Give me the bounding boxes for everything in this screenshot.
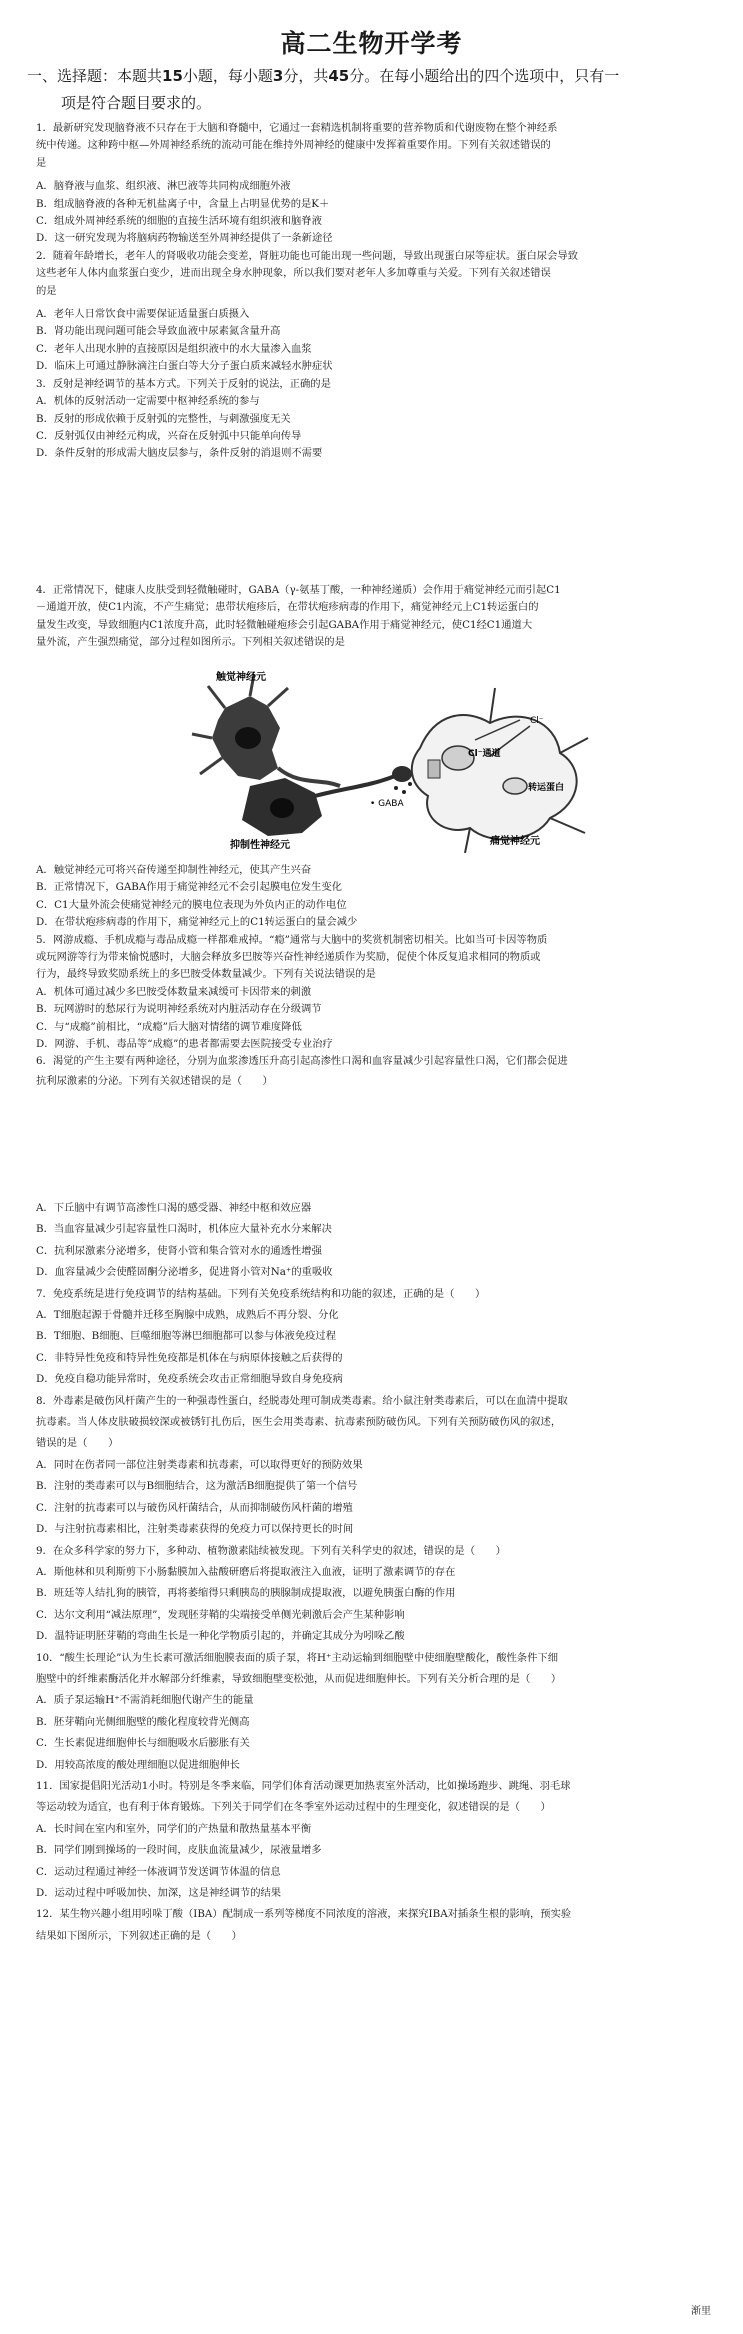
- option-d: D．与注射抗毒素相比，注射类毒素获得的免疫力可以保持更长的时间: [36, 1523, 354, 1536]
- option-d: D．条件反射的形成需大脑皮层参与，条件反射的消退则不需要: [36, 447, 323, 460]
- label-transporter: 转运蛋白: [528, 783, 565, 793]
- question-8: 8．外毒素是破伤风杆菌产生的一种强毒性蛋白，经脱毒处理可制成类毒素。给小鼠注射类毒素后，可以在血清中提取 抗毒素。当人体皮肤破损较深或被锈钉扎伤后，医生会用类毒素、抗毒素预防破伤风。下列有关预防破伤风的叙述， 错误的是（ ） A．同时在伤者同一部位注射类毒素和抗毒素，可以取得更好的预防效果 B．注射的类毒素可以与B细胞结合，这为激活B细胞提供了第一个信号 C．注射的抗毒素可以与破伤风杆菌结合，从而抑制破伤风杆菌的增殖 D．与注射抗毒素相比，注射类毒素获得的免疫力可以保持更长的时间: [36, 1393, 708, 1539]
- question-block-3: [36, 1200, 708, 1945]
- question-3: 3．反射是神经调节的基本方式。下列关于反射的说法，正确的是 A．机体的反射活动一定需要中枢神经系统的参与 B．反射的形成依赖于反射弧的完整性，与刺激强度无关 C．反射弧仅由神经元构成，兴奋在反射弧中只能单向传导 D．条件反射的形成需大脑皮层参与，条件反射的消退则不需要: [36, 376, 708, 463]
- option-c: C．老年人出现水肿的直接原因是组织液中的水大量渗入血浆: [36, 342, 312, 355]
- option-c: C．运动过程通过神经一体液调节发送调节体温的信息: [36, 1865, 281, 1878]
- option-d: D．临床上可通过静脉滴注白蛋白等大分子蛋白质来减轻水肿症状: [36, 360, 333, 373]
- question-1: 1．最新研究发现脑脊液不只存在于大脑和脊髓中，它通过一套精选机制将重要的营养物质和代谢废物在整个神经系 统中传递。这种跨中枢—外周神经系统的流动可能在维持外周神经的健康中发挥着重要作用。下列有关叙述错误的 是 A．脑脊液与血浆、组织液、淋巴液等共同构成细胞外液 B．组成脑脊液的各种无机盐离子中，含量上占明显优势的是K＋ C．组成外周神经系统的细胞的直接生活环境有组织液和脑脊液 D．这一研究发现为将脑病药物输送至外周神经提供了一条新途径: [36, 120, 708, 248]
- option-b: B．T细胞、B细胞、巨噬细胞等淋巴细胞都可以参与体液免疫过程: [36, 1330, 337, 1343]
- option-c: C．非特异性免疫和特异性免疫都是机体在与病原体接触之后获得的: [36, 1351, 343, 1364]
- option-b: B．正常情况下，GABA作用于痛觉神经元不会引起膜电位发生变化: [36, 881, 342, 894]
- option-c: C．抗利尿激素分泌增多，使肾小管和集合管对水的通透性增强: [36, 1244, 322, 1257]
- option-a: A．老年人日常饮食中需要保证适量蛋白质摄入: [36, 308, 250, 321]
- option-a: A．长时间在室内和室外，同学们的产热量和散热量基本平衡: [36, 1822, 312, 1835]
- question-11: 11．国家提倡阳光活动1小时。特别是冬季来临，同学们体育活动课更加热衷室外活动，比如操场跑步、跳绳、羽毛球 等运动较为适宜，也有利于体育锻炼。下列关于同学们在冬季室外运动过程中的生理变化，叙述错误的是（ ） A．长时间在室内和室外，同学们的产热量和散热量基本平衡 B．同学们刚到操场的一段时间，皮肤血流量减少，尿液量增多 C．运动过程通过神经一体液调节发送调节体温的信息 D．运动过程中呼吸加快、加深，这是神经调节的结果: [36, 1778, 708, 1902]
- page-title: 高二生物开学考: [280, 29, 463, 58]
- label-inhibitory-neuron: 抑制性神经元: [230, 840, 290, 851]
- option-b: B．胚芽鞘向光侧细胞壁的酸化程度较背光侧高: [36, 1715, 250, 1728]
- question-5: 5．网游成瘾、手机成瘾与毒品成瘾一样都难戒掉。“瘾”通常与大脑中的奖赏机制密切相关。比如当可卡因等物质 或玩网游等行为带来愉悦感时，大脑会释放多巴胺等兴奋性神经递质作为奖励，促使个体反复追求相同的物质或 行为，最终导致奖励系统上的多巴胺受体数量减少。下列有关说法错误的是 A．机体可通过减少多巴胺受体数量来减缓可卡因带来的刺激 B．玩网游时的愁尿行为说明神经系统对内脏活动存在分级调节 C．与“成瘾”前相比，“成瘾”后大脑对情绪的调节难度降低 D．网游、手机、毒品等“成瘾”的患者都需要去医院接受专业治疗: [36, 932, 708, 1054]
- question-9: 9．在众多科学家的努力下，多种动、植物激素陆续被发现。下列有关科学史的叙述，错误的是（ ） A．斯他林和贝利斯剪下小肠黏膜加入盐酸研磨后将提取液注入血液，证明了激素调节的存在 B．班廷等人结扎狗的胰管，再将萎缩得只剩胰岛的胰腺制成提取液，以避免胰蛋白酶的作用 C．达尔文利用“减法原理”，发现胚芽鞘的尖端接受单侧光刺激后会产生某种影响 D．温特证明胚芽鞘的弯曲生长是一种化学物质引起的，并确定其成分为吲哚乙酸: [36, 1543, 708, 1646]
- question-4: 4．正常情况下，健康人皮肤受到轻微触碰时，GABA（γ-氨基丁酸，一种神经递质）会作用于痛觉神经元而引起C1 －通道开放，使C1内流，不产生痛觉；患带状疱疹后，在带状疱疹病毒的作用下，痛觉神经元上C1转运蛋白的 量发生改变，导致细胞内C1浓度升高，此时轻微触碰疱疹会引起GABA作用于痛觉神经元，使C1经C1通道大 量外流，产生强烈痛觉，部分过程如图所示。下列相关叙述错误的是: [36, 584, 561, 649]
- label-gaba: • GABA: [370, 799, 404, 809]
- option-b: B．同学们刚到操场的一段时间，皮肤血流量减少，尿液量增多: [36, 1844, 322, 1857]
- label-cl-channel: Cl⁻通道: [468, 749, 501, 759]
- page-footer: 渐里: [691, 2306, 711, 2317]
- option-b: B．班廷等人结扎狗的胰管，再将萎缩得只剩胰岛的胰腺制成提取液，以避免胰蛋白酶的作用: [36, 1587, 456, 1600]
- question-6-options: [36, 1200, 708, 1282]
- question-4-options: [36, 862, 708, 932]
- option-c: C．生长素促进细胞伸长与细胞吸水后膨胀有关: [36, 1737, 250, 1750]
- option-c: C．组成外周神经系统的细胞的直接生活环境有组织液和脑脊液: [36, 215, 322, 228]
- option-b: B．当血容量减少引起容量性口渴时，机体应大量补充水分来解决: [36, 1223, 332, 1236]
- option-b: B．组成脑脊液的各种无机盐离子中，含量上占明显优势的是K＋: [36, 197, 330, 210]
- option-c: C．与“成瘾”前相比，“成瘾”后大脑对情绪的调节难度降低: [36, 1020, 302, 1033]
- label-pain-neuron: 痛觉神经元: [490, 836, 540, 847]
- option-b: B．肾功能出现问题可能会导致血液中尿素氮含量升高: [36, 325, 281, 338]
- section-line-1: 一、选择题：本题共15小题，每小题3分，共45分。在每小题给出的四个选项中，只有一: [27, 67, 620, 85]
- question-block-2: [36, 862, 708, 1090]
- option-a: A．T细胞起源于骨髓并迁移至胸腺中成熟，成熟后不再分裂、分化: [36, 1309, 339, 1322]
- option-d: D．这一研究发现为将脑病药物输送至外周神经提供了一条新途径: [36, 232, 333, 245]
- option-a: A．机体的反射活动一定需要中枢神经系统的参与: [36, 395, 260, 408]
- question-10: 10．“酸生长理论”认为生长素可激活细胞膜表面的质子泵，将H⁺主动运输到细胞壁中使细胞壁酸化，酸性条件下细 胞壁中的纤维素酶活化并水解部分纤维素，导致细胞壁变松弛，从而促进细胞伸长。下列有关分析合理的是（ ） A．质子泵运输H⁺不需消耗细胞代谢产生的能量 B．胚芽鞘向光侧细胞壁的酸化程度较背光侧高 C．生长素促进细胞伸长与细胞吸水后膨胀有关 D．用较高浓度的酸处理细胞以促进细胞伸长: [36, 1650, 708, 1774]
- option-a: A．下丘脑中有调节高渗性口渴的感受器、神经中枢和效应器: [36, 1202, 312, 1214]
- option-d: D．免疫自稳功能异常时，免疫系统会攻击正常细胞导致自身免疫病: [36, 1373, 343, 1386]
- option-c: C．达尔文利用“减法原理”，发现胚芽鞘的尖端接受单侧光刺激后会产生某种影响: [36, 1608, 405, 1621]
- question-6: 6．渴觉的产生主要有两种途径，分别为血浆渗透压升高引起高渗性口渴和血容量减少引起容量性口渴，它们都会促进 抗利尿激素的分泌。下列有关叙述错误的是（ ）: [36, 1055, 568, 1087]
- option-a: A．脑脊液与血浆、组织液、淋巴液等共同构成细胞外液: [36, 180, 291, 193]
- label-cl-ion: Cl⁻: [530, 716, 544, 726]
- option-b: B．玩网游时的愁尿行为说明神经系统对内脏活动存在分级调节: [36, 1003, 322, 1016]
- option-b: B．注射的类毒素可以与B细胞结合，这为激活B细胞提供了第一个信号: [36, 1480, 358, 1493]
- option-d: D．温特证明胚芽鞘的弯曲生长是一种化学物质引起的，并确定其成分为吲哚乙酸: [36, 1630, 405, 1643]
- option-a: A．斯他林和贝利斯剪下小肠黏膜加入盐酸研磨后将提取液注入血液，证明了激素调节的存在: [36, 1565, 456, 1578]
- question-2: 2．随着年龄增长，老年人的肾吸收功能会变差，肾脏功能也可能出现一些问题，导致出现蛋白尿等症状。蛋白尿会导致 这些老年人体内血浆蛋白变少，进而出现全身水肿现象，所以我们要对老年人多加尊重与关爱。下列有关叙述错误 的是 A．老年人日常饮食中需要保证适量蛋白质摄入 B．肾功能出现问题可能会导致血液中尿素氮含量升高 C．老年人出现水肿的直接原因是组织液中的水大量渗入血浆 D．临床上可通过静脉滴注白蛋白等大分子蛋白质来减轻水肿症状: [36, 248, 708, 376]
- neuron-diagram: [190, 668, 590, 853]
- option-b: B．反射的形成依赖于反射弧的完整性，与刺激强度无关: [36, 412, 291, 425]
- option-a: A．同时在伤者同一部位注射类毒素和抗毒素，可以取得更好的预防效果: [36, 1458, 363, 1471]
- option-d: D．用较高浓度的酸处理细胞以促进细胞伸长: [36, 1758, 240, 1771]
- option-d: D．血容量减少会使醛固酮分泌增多，促进肾小管对Na⁺的重吸收: [36, 1266, 333, 1279]
- question-12: 12．某生物兴趣小组用吲哚丁酸（IBA）配制成一系列等梯度不同浓度的溶液，来探究IBA对插条生根的影响，预实验 结果如下图所示，下列叙述正确的是（ ）: [36, 1908, 572, 1942]
- section-header: [27, 63, 717, 117]
- option-d: D．运动过程中呼吸加快、加深，这是神经调节的结果: [36, 1887, 282, 1899]
- option-a: A．质子泵运输H⁺不需消耗细胞代谢产生的能量: [36, 1694, 254, 1707]
- question-block-1: [36, 120, 708, 463]
- option-c: C．反射弧仅由神经元构成，兴奋在反射弧中只能单向传导: [36, 429, 302, 442]
- section-line-2: 项是符合题目要求的。: [61, 94, 212, 112]
- option-d: D．网游、手机、毒品等“成瘾”的患者都需要去医院接受专业治疗: [36, 1038, 333, 1051]
- label-touch-neuron: 触觉神经元: [216, 672, 266, 683]
- option-c: C．C1大量外流会使痛觉神经元的膜电位表现为外负内正的动作电位: [36, 898, 347, 911]
- option-a: A．机体可通过减少多巴胺受体数量来减缓可卡因带来的刺激: [36, 985, 312, 998]
- option-a: A．触觉神经元可将兴奋传递至抑制性神经元，使其产生兴奋: [36, 864, 312, 876]
- option-d: D．在带状疱疹病毒的作用下，痛觉神经元上的C1转运蛋白的量会减少: [36, 916, 358, 929]
- option-c: C．注射的抗毒素可以与破伤风杆菌结合，从而抑制破伤风杆菌的增殖: [36, 1501, 353, 1514]
- question-7: 7．免疫系统是进行免疫调节的结构基础。下列有关免疫系统结构和功能的叙述，正确的是（ ） A．T细胞起源于骨髓并迁移至胸腺中成熟，成熟后不再分裂、分化 B．T细胞、B细胞、巨噬细胞等淋巴细胞都可以参与体液免疫过程 C．非特异性免疫和特异性免疫都是机体在与病原体接触之后获得的 D．免疫自稳功能异常时，免疫系统会攻击正常细胞导致自身免疫病: [36, 1286, 708, 1389]
